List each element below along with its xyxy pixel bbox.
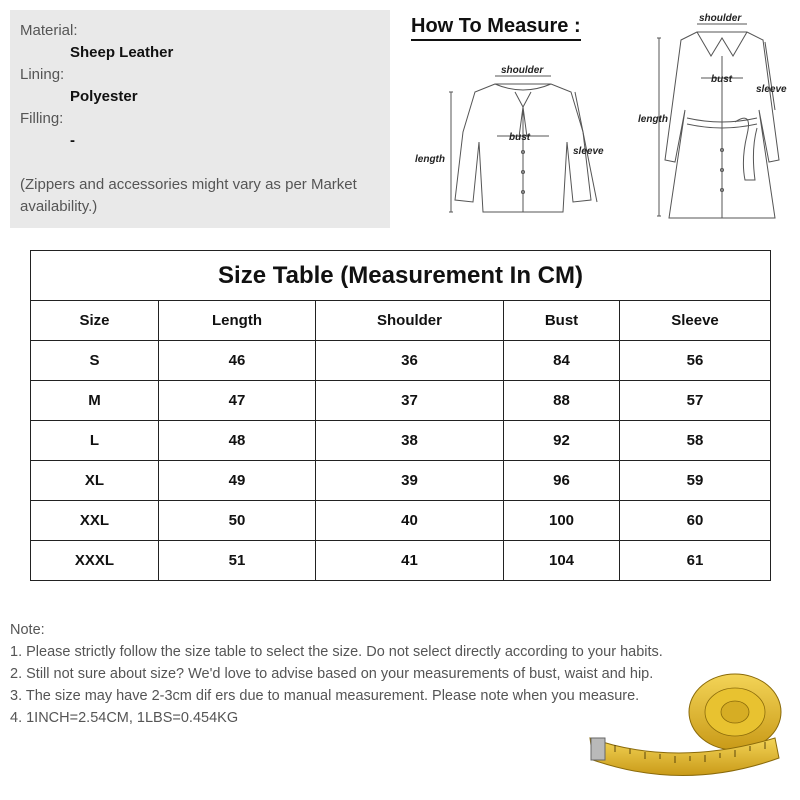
material-panel — [10, 10, 390, 228]
table-row — [31, 381, 771, 421]
shoulder-cell: 39 — [316, 461, 504, 501]
filling-value: - — [70, 132, 75, 149]
header-sleeve: Sleeve — [620, 301, 771, 341]
length-cell: 51 — [159, 541, 316, 581]
table-row — [31, 341, 771, 381]
sleeve-cell: 57 — [620, 381, 771, 421]
table-row — [31, 461, 771, 501]
length-cell: 50 — [159, 501, 316, 541]
coat-sleeve-label: sleeve — [756, 84, 787, 95]
note-item: 2. Still not sure about size? We'd love to advise based on your measurements of bust, waist and hip. — [10, 666, 654, 682]
length-cell: 47 — [159, 381, 316, 421]
sleeve-cell: 61 — [620, 541, 771, 581]
bust-cell: 96 — [504, 461, 620, 501]
size-cell: S — [31, 341, 159, 381]
size-cell: M — [31, 381, 159, 421]
coat-length-label: length — [638, 114, 668, 125]
shoulder-cell: 37 — [316, 381, 504, 421]
accessories-note: (Zippers and accessories might vary as per Market availability.) — [20, 176, 357, 215]
shoulder-cell: 40 — [316, 501, 504, 541]
length-cell: 46 — [159, 341, 316, 381]
shirt-sleeve-label: sleeve — [573, 146, 604, 157]
measuring-tape-icon — [585, 660, 790, 795]
size-table — [30, 250, 771, 581]
size-cell: XL — [31, 461, 159, 501]
material-value: Sheep Leather — [70, 44, 174, 61]
notes-heading: Note: — [10, 622, 45, 638]
header-shoulder: Shoulder — [316, 301, 504, 341]
size-table-title: Size Table (Measurement In CM) — [31, 251, 771, 301]
bust-cell: 104 — [504, 541, 620, 581]
size-cell: XXXL — [31, 541, 159, 581]
header-size: Size — [31, 301, 159, 341]
coat-measure-diagram — [635, 10, 795, 225]
sleeve-cell: 59 — [620, 461, 771, 501]
table-row — [31, 501, 771, 541]
coat-bust-label: bust — [711, 74, 733, 85]
how-to-measure-title: How To Measure : — [411, 15, 581, 41]
filling-label: Filling: — [20, 110, 64, 127]
shirt-length-label: length — [415, 154, 445, 165]
bust-cell: 92 — [504, 421, 620, 461]
sleeve-cell: 56 — [620, 341, 771, 381]
lining-value: Polyester — [70, 88, 138, 105]
shirt-bust-label: bust — [509, 132, 531, 143]
material-label: Material: — [20, 22, 78, 39]
size-cell: L — [31, 421, 159, 461]
table-row — [31, 421, 771, 461]
shoulder-cell: 38 — [316, 421, 504, 461]
size-table-header — [31, 301, 771, 341]
lining-label: Lining: — [20, 66, 65, 83]
note-item: 3. The size may have 2-3cm dif ers due to manual measurement. Please note when you measure. — [10, 688, 640, 704]
sleeve-cell: 58 — [620, 421, 771, 461]
sleeve-cell: 60 — [620, 501, 771, 541]
note-item: 1. Please strictly follow the size table to select the size. Do not select directly according to your habits. — [10, 644, 663, 660]
header-bust: Bust — [504, 301, 620, 341]
table-row — [31, 541, 771, 581]
bust-cell: 88 — [504, 381, 620, 421]
length-cell: 49 — [159, 461, 316, 501]
note-item: 4. 1INCH=2.54CM, 1LBS=0.454KG — [10, 710, 239, 726]
shirt-measure-diagram — [415, 62, 615, 222]
header-length: Length — [159, 301, 316, 341]
shoulder-cell: 41 — [316, 541, 504, 581]
shirt-shoulder-label: shoulder — [501, 65, 544, 76]
length-cell: 48 — [159, 421, 316, 461]
bust-cell: 100 — [504, 501, 620, 541]
shoulder-cell: 36 — [316, 341, 504, 381]
coat-shoulder-label: shoulder — [699, 13, 742, 24]
size-cell: XXL — [31, 501, 159, 541]
bust-cell: 84 — [504, 341, 620, 381]
